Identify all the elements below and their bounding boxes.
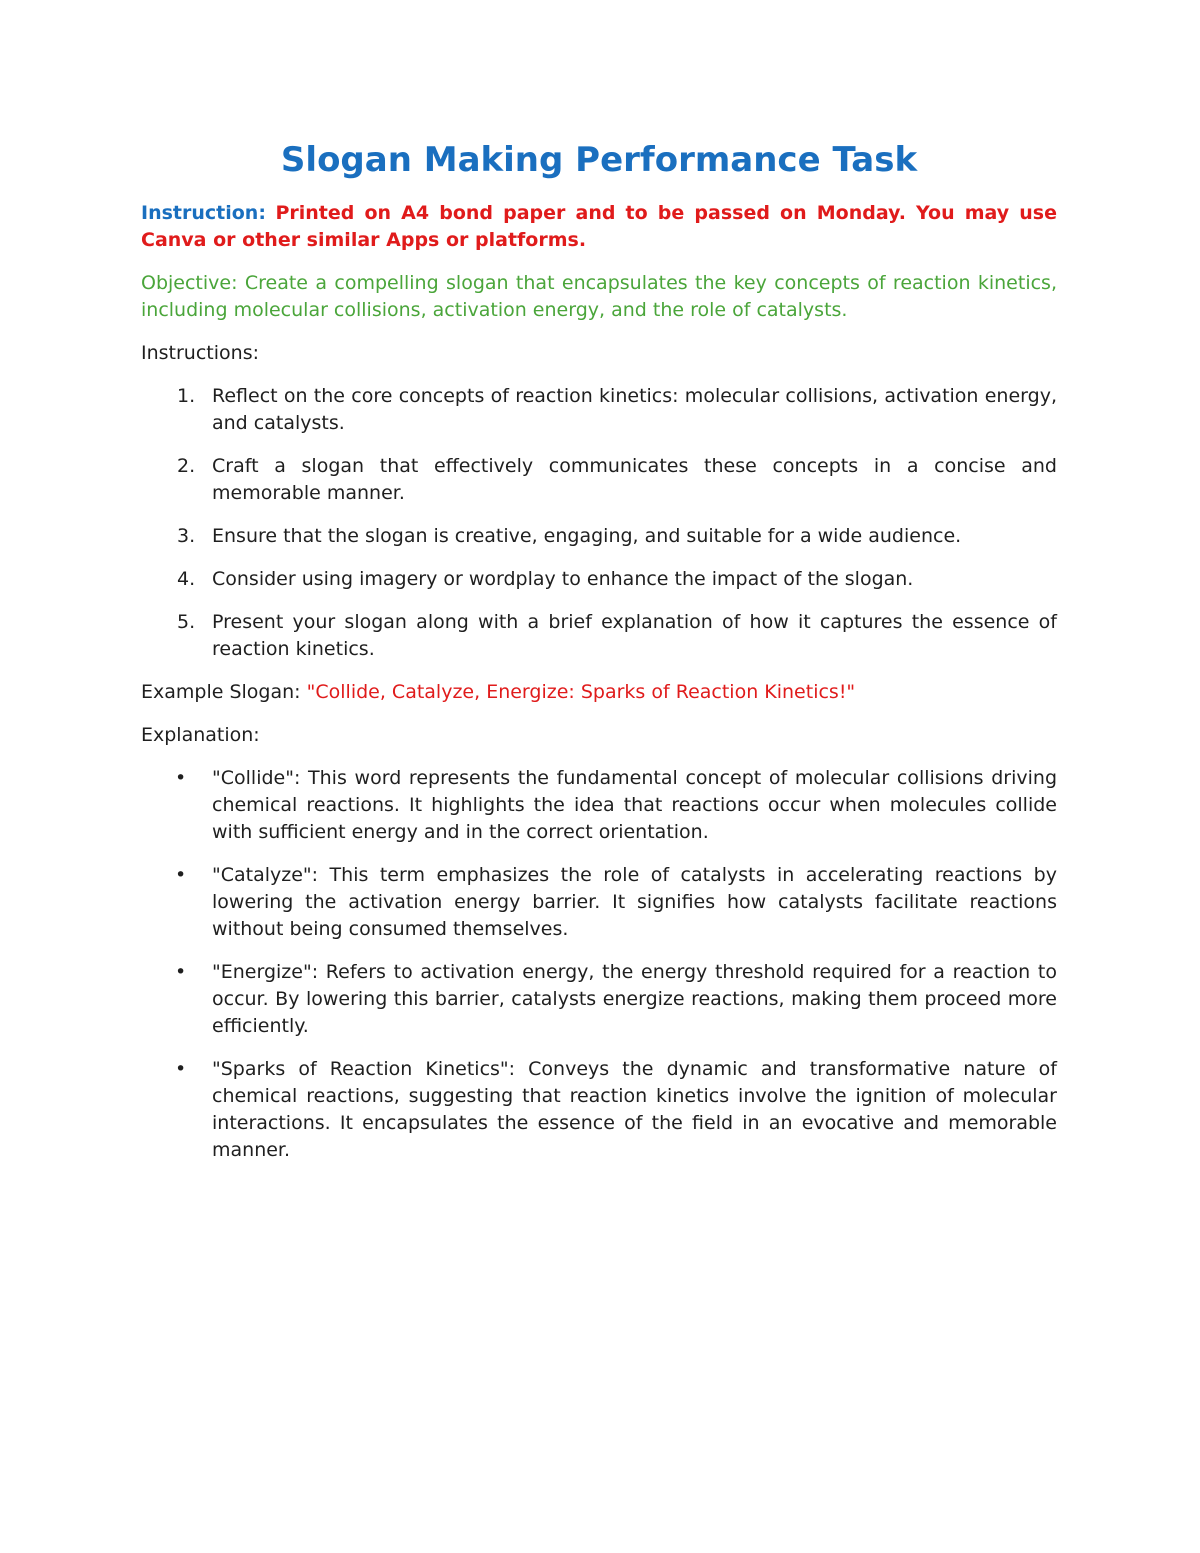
list-item-text: "Collide": This word represents the fundamental concept of molecular collisions driving chemical reactions. It highlights the idea that reactions occur when molecules collide with sufficient energy and in the correct orientation. <box>212 767 1057 843</box>
list-item <box>141 1056 1057 1164</box>
list-item-text: "Energize": Refers to activation energy, the energy threshold required for a reaction to occur. By lowering this barrier, catalysts energize reactions, making them proceed more efficiently. <box>212 961 1057 1037</box>
list-number: 2. <box>177 455 196 477</box>
list-item <box>141 765 1057 846</box>
page-title: Slogan Making Performance Task <box>280 140 918 180</box>
list-item-text: "Catalyze": This term emphasizes the role of catalysts in accelerating reactions by lowering the activation energy barrier. It signifies how catalysts facilitate reactions without being consumed themselves. <box>212 864 1057 940</box>
list-item <box>141 609 1057 663</box>
list-number: 5. <box>177 611 196 633</box>
list-item-text: "Sparks of Reaction Kinetics": Conveys the dynamic and transformative nature of chemical reactions, suggesting that reaction kinetics involve the ignition of molecular interactions. It encapsulates the essence of the field in an evocative and memorable manner. <box>212 1058 1057 1161</box>
list-item-text: Ensure that the slogan is creative, engaging, and suitable for a wide audience. <box>212 525 962 547</box>
bullet-icon: • <box>175 961 187 983</box>
list-item <box>141 959 1057 1040</box>
bullet-icon: • <box>175 864 187 886</box>
list-item-text: Present your slogan along with a brief explanation of how it captures the essence of reaction kinetics. <box>212 611 1057 660</box>
list-item <box>141 523 1057 550</box>
list-item-text: Craft a slogan that effectively communicates these concepts in a concise and memorable manner. <box>212 455 1057 504</box>
bullet-icon: • <box>175 1058 187 1080</box>
list-number: 1. <box>177 385 196 407</box>
list-item-text: Reflect on the core concepts of reaction kinetics: molecular collisions, activation energy, and catalysts. <box>212 385 1057 434</box>
instruction-paragraph <box>141 200 1057 254</box>
list-item-text: Consider using imagery or wordplay to enhance the impact of the slogan. <box>212 568 914 590</box>
list-item <box>141 862 1057 943</box>
instructions-heading: Instructions: <box>141 342 259 364</box>
instruction-text: Printed on A4 bond paper and to be passed on Monday. You may use Canva or other similar Apps or platforms. <box>141 202 1057 251</box>
instruction-label: Instruction: <box>141 202 266 224</box>
list-item <box>141 566 1057 593</box>
explanation-heading: Explanation: <box>141 724 260 746</box>
explanation-list <box>141 765 1057 1164</box>
list-item <box>141 453 1057 507</box>
document-page <box>141 138 1057 1180</box>
example-slogan-label: Example Slogan: <box>141 681 307 703</box>
bullet-icon: • <box>175 767 187 789</box>
objective-paragraph: Objective: Create a compelling slogan that encapsulates the key concepts of reaction kinetics, including molecular collisions, activation energy, and the role of catalysts. <box>141 272 1057 321</box>
list-number: 3. <box>177 525 196 547</box>
list-item <box>141 383 1057 437</box>
example-slogan-paragraph <box>141 679 1057 706</box>
list-number: 4. <box>177 568 196 590</box>
instructions-list <box>141 383 1057 663</box>
example-slogan-text: "Collide, Catalyze, Energize: Sparks of Reaction Kinetics!" <box>306 681 856 703</box>
